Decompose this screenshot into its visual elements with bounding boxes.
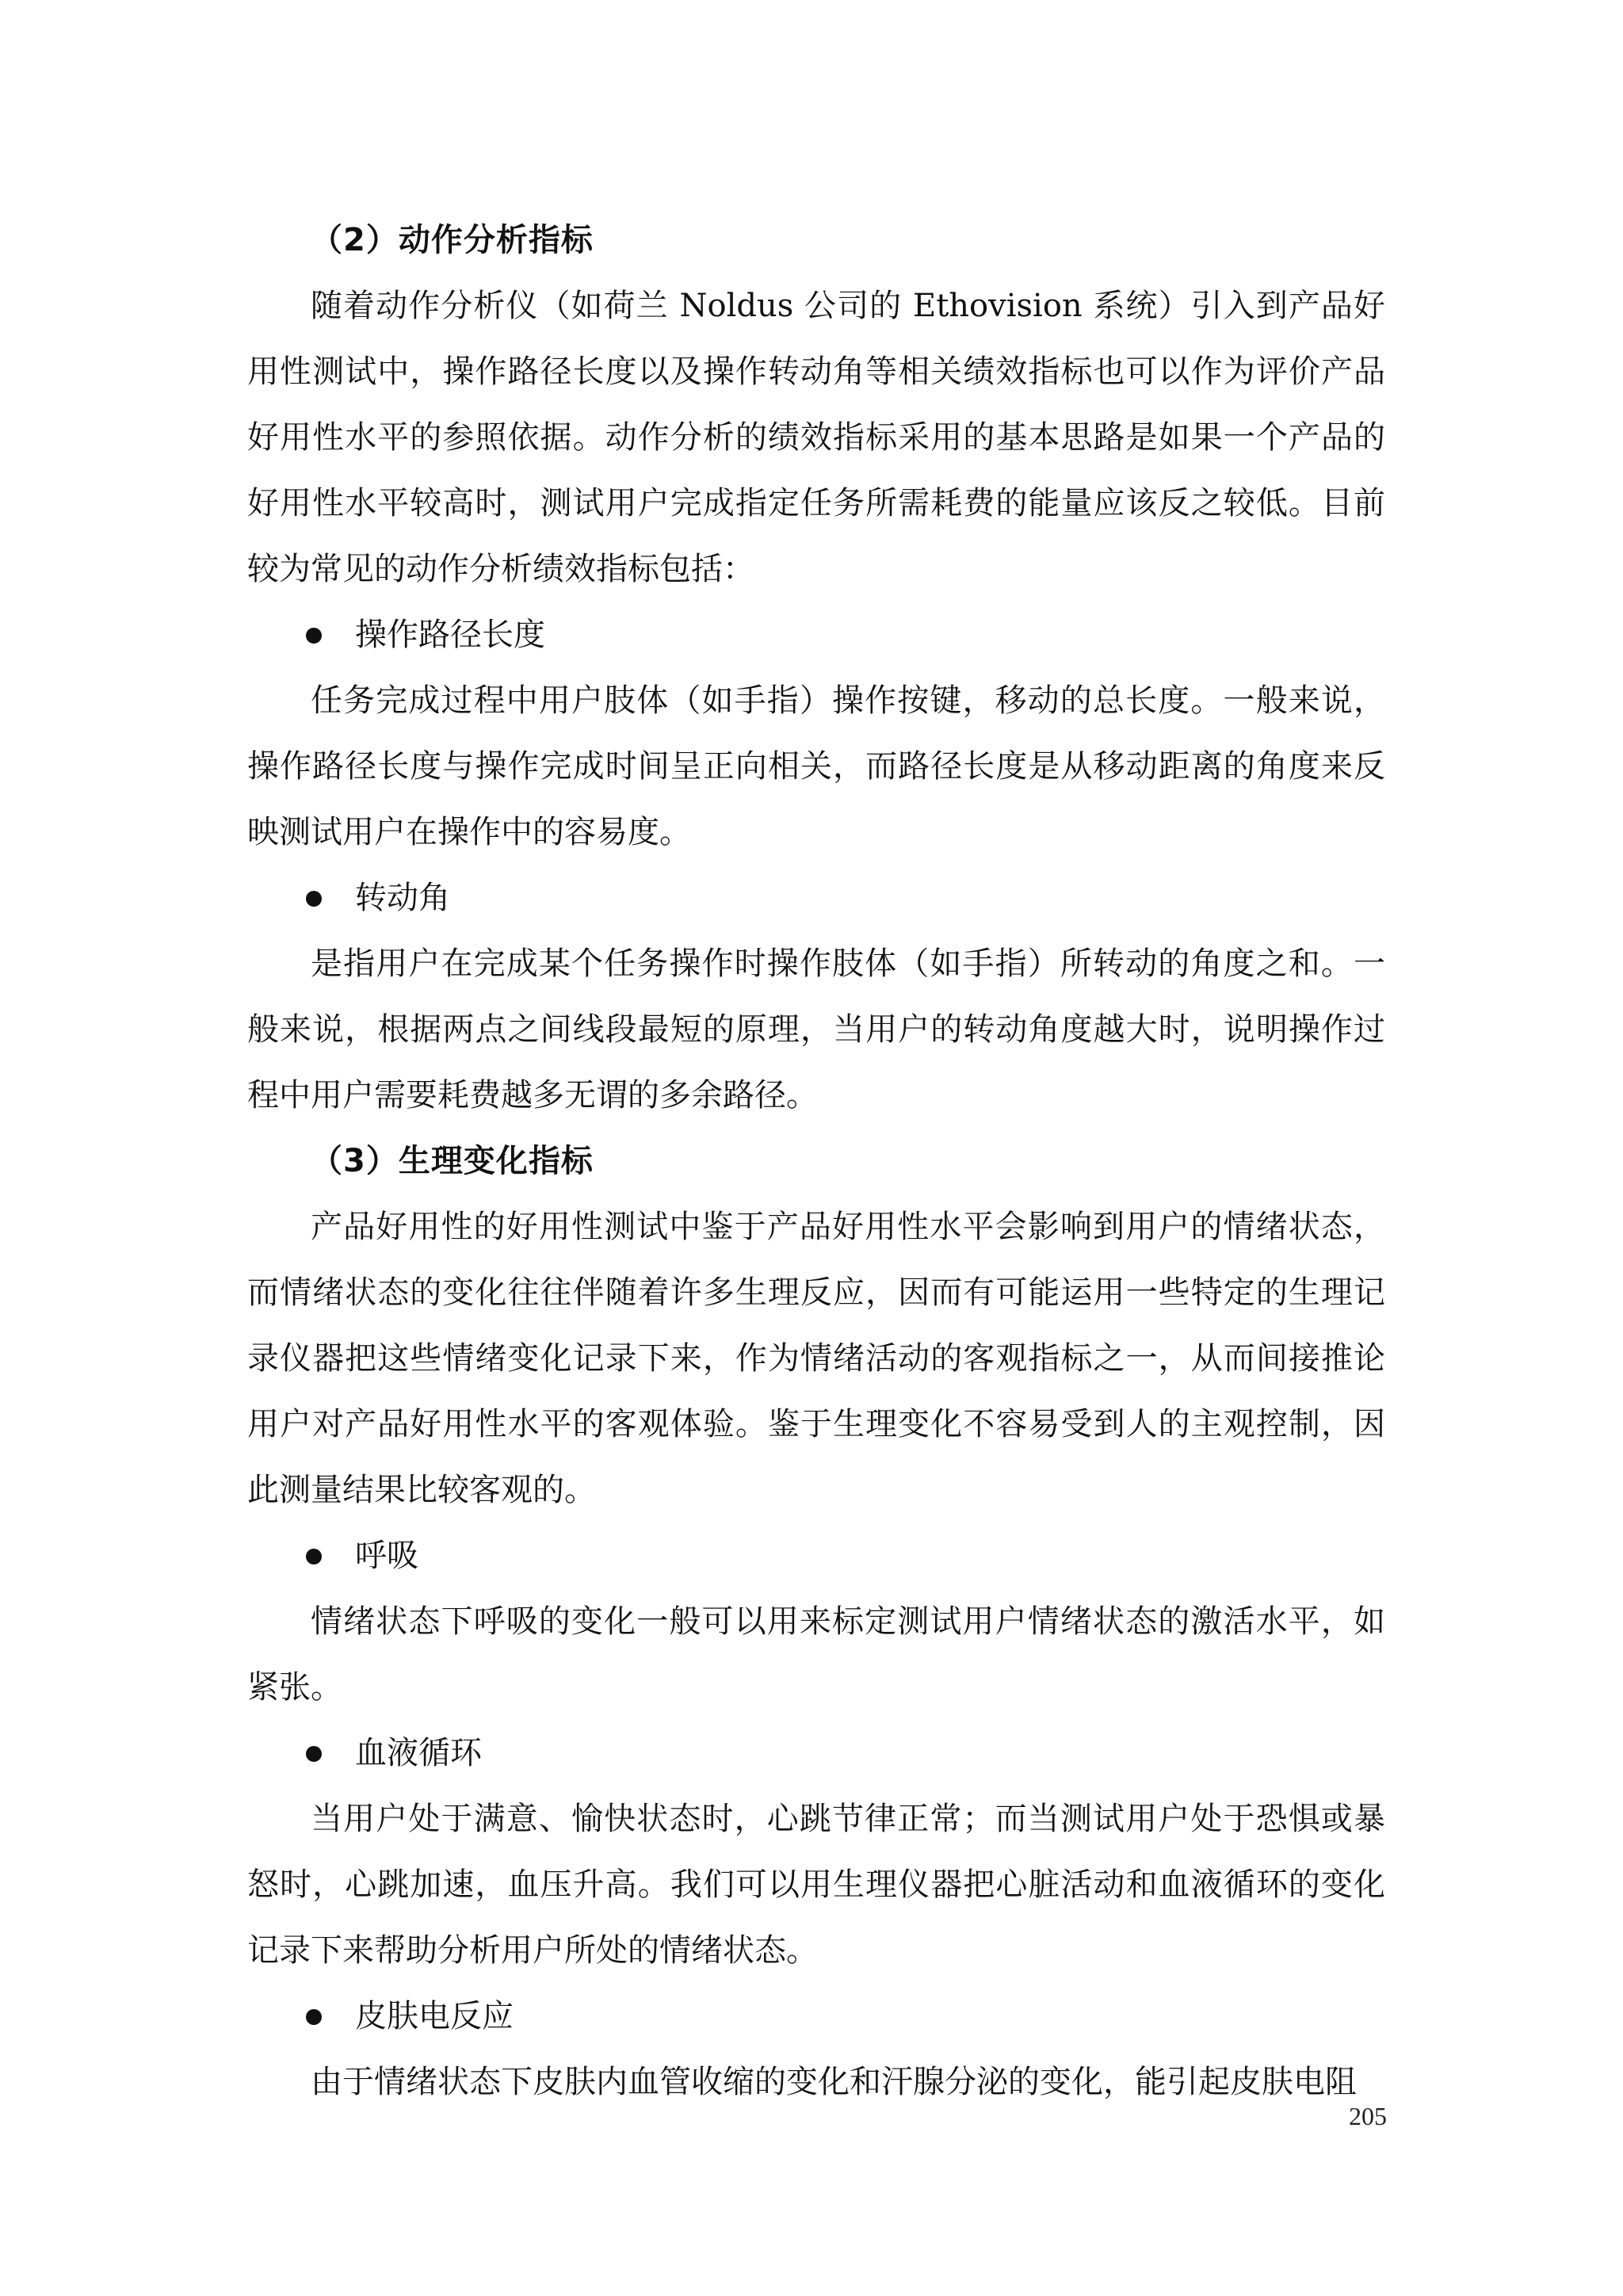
paragraph-skin-response: 由于情绪状态下皮肤内血管收缩的变化和汗腺分泌的变化，能引起皮肤电阻	[311, 2064, 1357, 2100]
paragraph-physiological-intro: 产品好用性的好用性测试中鉴于产品好用性水平会影响到用户的情绪状态，而情绪状态的变化往往伴随着许多生理反应，因而有可能运用一些特定的生理记录仪器把这些情绪变化记录下来，作为情绪活动的客观指标之一，从而间接推论用户对产品好用性水平的客观体验。鉴于生理变化不容易受到人的主观控制，因此测量结果比较客观的。	[247, 1209, 1385, 1508]
bullet-item-skin-response	[247, 1984, 1385, 2050]
paragraph-motion-analysis-intro: 随着动作分析仪（如荷兰 Noldus 公司的 Ethovision 系统）引入到产品好用性测试中，操作路径长度以及操作转动角等相关绩效指标也可以作为评价产品好用性水平的参照依据。动作分析的绩效指标采用的基本思路是如果一个产品的好用性水平较高时，测试用户完成指定任务所需耗费的能量应该反之较低。目前较为常见的动作分析绩效指标包括：	[247, 288, 1385, 587]
bullet-dot-icon	[306, 891, 322, 907]
bullet-item-blood-circulation	[247, 1721, 1385, 1786]
bullet-label: 操作路径长度	[355, 617, 545, 653]
bullet-dot-icon	[306, 628, 322, 644]
paragraph-breathing: 情绪状态下呼吸的变化一般可以用来标定测试用户情绪状态的激活水平，如紧张。	[247, 1603, 1385, 1706]
bullet-label: 血液循环	[355, 1735, 482, 1771]
paragraph-blood-circulation: 当用户处于满意、愉快状态时，心跳节律正常；而当测试用户处于恐惧或暴怒时，心跳加速，血压升高。我们可以用生理仪器把心脏活动和血液循环的变化记录下来帮助分析用户所处的情绪状态。	[247, 1801, 1385, 1969]
section-heading-physiological: （3）生理变化指标	[311, 1143, 594, 1179]
paragraph-path-length: 任务完成过程中用户肢体（如手指）操作按键，移动的总长度。一般来说，操作路径长度与操作完成时间呈正向相关，而路径长度是从移动距离的角度来反映测试用户在操作中的容易度。	[247, 682, 1385, 850]
bullet-dot-icon	[306, 1549, 322, 1564]
bullet-item-path-length	[247, 602, 1385, 668]
section-heading-motion-analysis: （2）动作分析指标	[311, 222, 594, 258]
bullet-item-rotation-angle	[247, 865, 1385, 931]
bullet-label: 呼吸	[355, 1538, 418, 1574]
bullet-item-breathing	[247, 1523, 1385, 1589]
bullet-dot-icon	[306, 2009, 322, 2025]
bullet-label: 转动角	[355, 880, 450, 916]
paragraph-rotation-angle: 是指用户在完成某个任务操作时操作肢体（如手指）所转动的角度之和。一般来说，根据两点之间线段最短的原理，当用户的转动角度越大时，说明操作过程中用户需要耗费越多无谓的多余路径。	[247, 946, 1385, 1114]
bullet-label: 皮肤电反应	[355, 1998, 514, 2034]
page-number: 205	[1349, 2102, 1387, 2130]
bullet-dot-icon	[306, 1746, 322, 1762]
body-text	[247, 208, 1385, 2115]
